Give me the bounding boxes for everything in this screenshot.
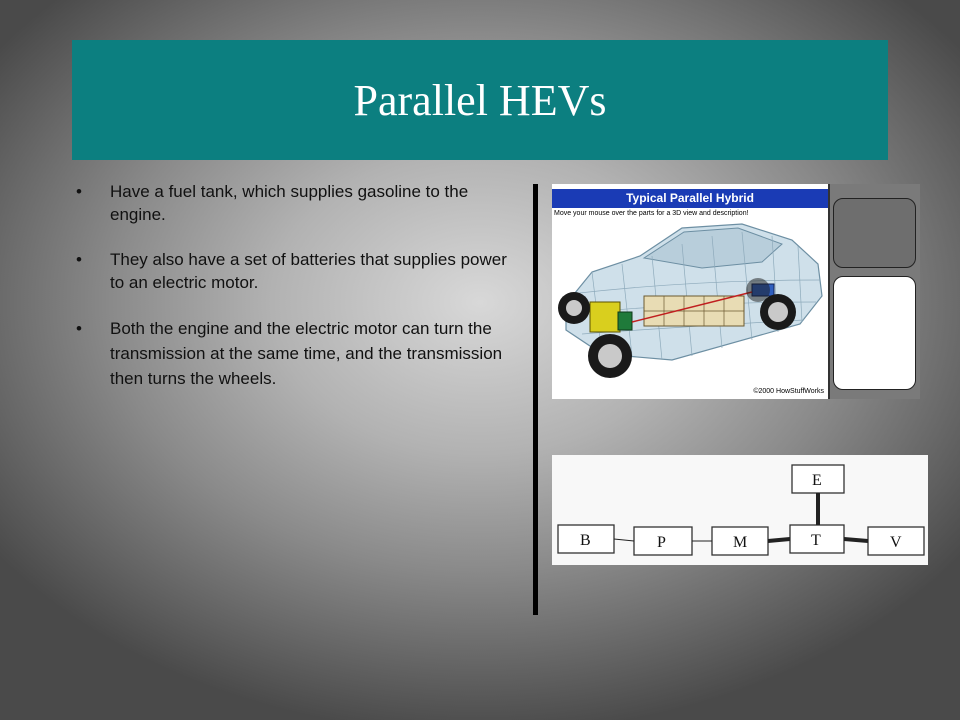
diagram-label-b: B bbox=[580, 532, 591, 549]
side-panel-light bbox=[833, 276, 916, 390]
bullet-item bbox=[76, 316, 516, 391]
vertical-divider bbox=[533, 184, 538, 615]
diagram-label-p: P bbox=[657, 534, 666, 551]
bullet-text: Both the engine and the electric motor can turn the transmission at the same time, and the transmission then turns the wheels. bbox=[110, 319, 503, 388]
diagram-label-m: M bbox=[733, 534, 748, 551]
parallel-hybrid-block-diagram bbox=[552, 455, 928, 565]
slide-title: Parallel HEVs bbox=[353, 75, 607, 125]
bullet-item bbox=[76, 248, 516, 294]
diagram-label-e: E bbox=[812, 472, 822, 489]
bullet-list bbox=[76, 180, 516, 413]
car-wireframe-icon bbox=[552, 184, 828, 399]
side-panel-dark bbox=[833, 198, 916, 268]
diagram-label-v: V bbox=[890, 534, 902, 551]
diagram-label-t: T bbox=[811, 532, 821, 549]
bullet-text: Have a fuel tank, which supplies gasoline to the engine. bbox=[110, 182, 469, 224]
bullet-marker: • bbox=[76, 319, 82, 338]
hybrid-image-instruction: Move your mouse over the parts for a 3D view and description! bbox=[554, 210, 749, 217]
title-bar bbox=[72, 40, 888, 160]
parallel-hybrid-image bbox=[552, 184, 920, 399]
bullet-marker: • bbox=[76, 182, 82, 201]
hybrid-image-header: Typical Parallel Hybrid bbox=[552, 189, 828, 208]
block-diagram-svg bbox=[552, 455, 928, 565]
bullet-item bbox=[76, 180, 516, 226]
car-illustration-area bbox=[552, 184, 830, 399]
bullet-marker: • bbox=[76, 250, 82, 269]
bullet-text: They also have a set of batteries that supplies power to an electric motor. bbox=[110, 250, 507, 292]
hybrid-image-copyright: ©2000 HowStuffWorks bbox=[753, 388, 824, 395]
